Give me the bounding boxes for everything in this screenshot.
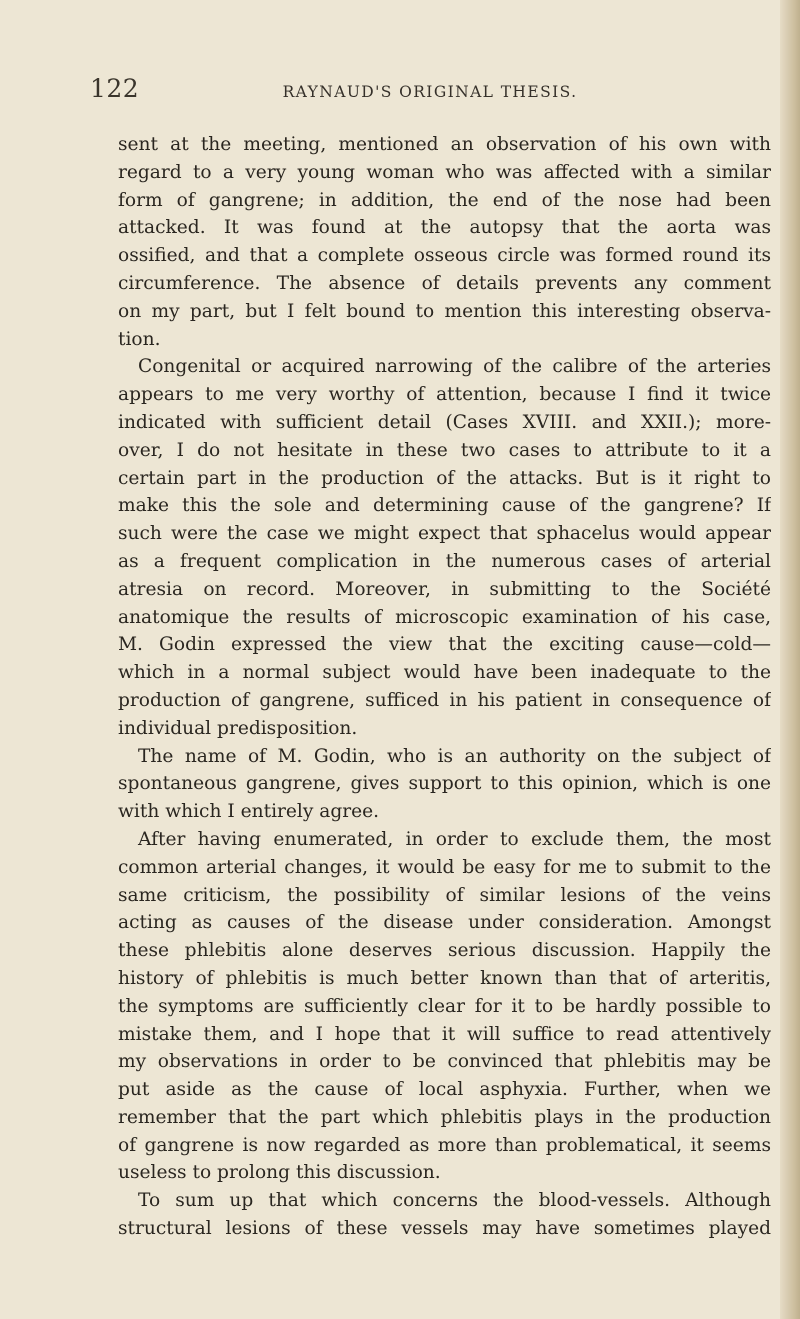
text-line: put aside as the cause of local asphyxia. Further, when we xyxy=(118,1079,771,1101)
text-line: atresia on record. Moreover, in submitting to the Société xyxy=(118,578,771,600)
text-line: Congenital or acquired narrowing of the calibre of the arteries xyxy=(138,356,771,378)
text-line: regard to a very young woman who was affected with a similar xyxy=(118,161,771,183)
text-line: as a frequent complication in the numerous cases of arterial xyxy=(118,550,771,572)
text-line: attacked. It was found at the autopsy that the aorta was xyxy=(118,217,771,239)
text-line: form of gangrene; in addition, the end of the nose had been xyxy=(118,189,771,211)
text-line: useless to prolong this discussion. xyxy=(118,1162,441,1184)
text-line: structural lesions of these vessels may have sometimes played xyxy=(118,1218,771,1240)
text-line: the symptoms are sufficiently clear for it to be hardly possible to xyxy=(118,995,771,1017)
text-line: remember that the part which phlebitis plays in the production xyxy=(118,1106,771,1128)
text-line: mistake them, and I hope that it will suffice to read attentively xyxy=(118,1023,771,1045)
text-line: After having enumerated, in order to exclude them, the most xyxy=(138,828,771,850)
text-line: production of gangrene, sufficed in his patient in consequence of xyxy=(118,689,771,711)
text-line: common arterial changes, it would be easy for me to submit to the xyxy=(118,856,771,878)
running-head: RAYNAUD'S ORIGINAL THESIS. xyxy=(282,83,578,101)
text-line: over, I do not hesitate in these two cases to attribute to it a xyxy=(118,439,771,461)
page-number: 122 xyxy=(90,74,140,103)
text-line: appears to me very worthy of attention, because I find it twice xyxy=(118,384,771,406)
text-line: M. Godin expressed the view that the exciting cause—cold— xyxy=(118,634,771,656)
text-line: spontaneous gangrene, gives support to this opinion, which is one xyxy=(118,773,771,795)
page-edge xyxy=(780,0,800,1319)
text-line: history of phlebitis is much better known than that of arteritis, xyxy=(118,967,771,989)
text-line: certain part in the production of the attacks. But is it right to xyxy=(118,467,771,489)
text-line: on my part, but I felt bound to mention this interesting observa- xyxy=(118,300,771,322)
text-line: these phlebitis alone deserves serious discussion. Happily the xyxy=(118,940,771,962)
text-line: indicated with sufficient detail (Cases XVIII. and XXII.); more- xyxy=(118,411,771,433)
text-line: my observations in order to be convinced that phlebitis may be xyxy=(118,1051,771,1073)
text-line: which in a normal subject would have been inadequate to the xyxy=(118,662,771,684)
text-line: with which I entirely agree. xyxy=(118,801,380,823)
text-line: To sum up that which concerns the blood-vessels. Although xyxy=(138,1190,771,1212)
text-line: circumference. The absence of details prevents any comment xyxy=(118,272,771,294)
text-line: tion. xyxy=(118,328,161,350)
page-header xyxy=(90,72,770,112)
text-line: anatomique the results of microscopic examination of his case, xyxy=(118,606,771,628)
text-line: individual predisposition. xyxy=(118,717,358,739)
body-text xyxy=(118,131,771,1243)
text-line: sent at the meeting, mentioned an observation of his own with xyxy=(118,134,771,155)
text-line: such were the case we might expect that sphacelus would appear xyxy=(118,523,771,545)
text-line: same criticism, the possibility of similar lesions of the veins xyxy=(118,884,771,906)
text-line: ossified, and that a complete osseous circle was formed round its xyxy=(118,245,771,267)
text-line: make this the sole and determining cause of the gangrene? If xyxy=(118,495,771,517)
text-line: The name of M. Godin, who is an authority on the subject of xyxy=(138,745,771,767)
text-line: of gangrene is now regarded as more than problematical, it seems xyxy=(118,1134,771,1156)
text-line: acting as causes of the disease under consideration. Amongst xyxy=(118,912,771,934)
